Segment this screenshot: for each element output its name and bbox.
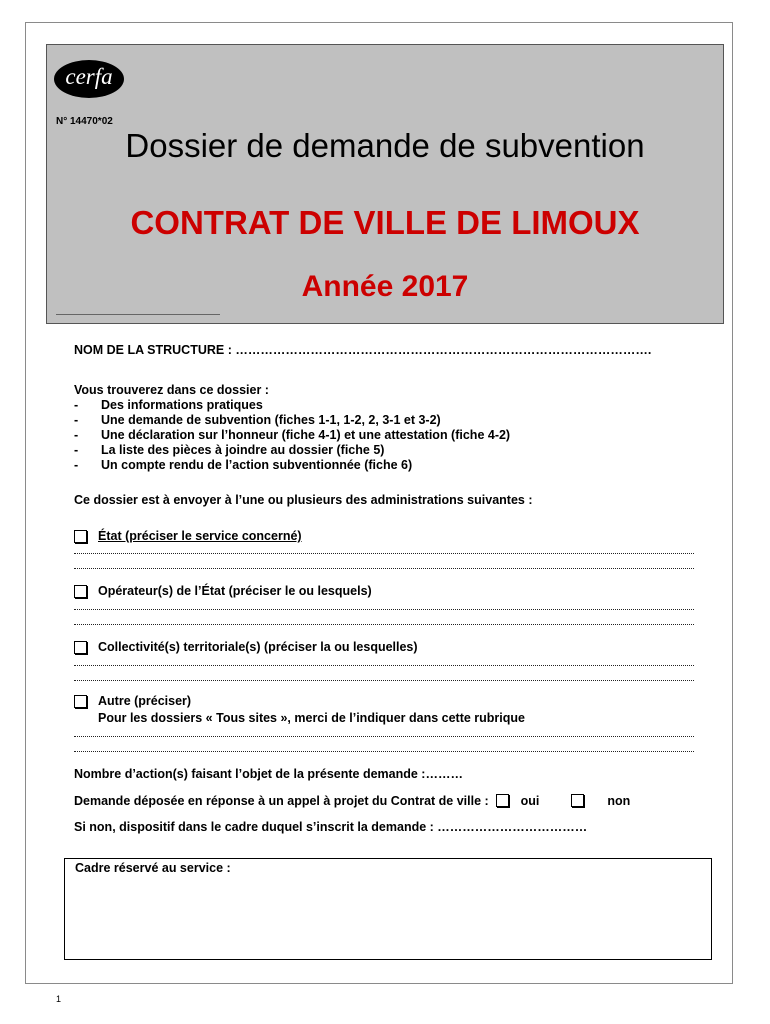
non-checkbox[interactable] bbox=[571, 794, 584, 807]
etat-line-1[interactable] bbox=[74, 553, 694, 554]
collectivite-checkbox[interactable] bbox=[74, 641, 87, 654]
non-label: non bbox=[607, 794, 631, 808]
document-title: Dossier de demande de subvention bbox=[125, 127, 645, 164]
autre-label: Autre (préciser) bbox=[98, 694, 192, 708]
etat-label: État (préciser le service concerné) bbox=[98, 529, 302, 543]
oui-checkbox[interactable] bbox=[496, 794, 509, 807]
admin-intro: Ce dossier est à envoyer à l’une ou plusieurs des administrations suivantes : bbox=[74, 493, 533, 507]
document-year: Année 2017 bbox=[301, 270, 469, 303]
operateur-line-1[interactable] bbox=[74, 609, 694, 610]
list-item: - Un compte rendu de l’action subventionnée (fiche 6) bbox=[74, 458, 413, 472]
dispositif-field[interactable]: Si non, dispositif dans le cadre duquel s’inscrit la demande : ……………………………… bbox=[74, 820, 588, 834]
document-subtitle: CONTRAT DE VILLE DE LIMOUX bbox=[130, 204, 640, 241]
list-item: - La liste des pièces à joindre au dossier (fiche 5) bbox=[74, 443, 385, 457]
structure-name-field[interactable] bbox=[74, 343, 651, 357]
appel-projet-question bbox=[74, 794, 630, 808]
operateur-checkbox[interactable] bbox=[74, 585, 87, 598]
autre-note: Pour les dossiers « Tous sites », merci de l’indiquer dans cette rubrique bbox=[98, 711, 525, 725]
etat-checkbox[interactable] bbox=[74, 530, 87, 543]
cerfa-logo-text: cerfa bbox=[65, 64, 113, 89]
cerfa-logo bbox=[54, 60, 124, 98]
page-number: 1 bbox=[56, 994, 62, 1004]
service-reserved-box bbox=[64, 858, 712, 960]
autre-line-2[interactable] bbox=[74, 751, 694, 752]
operateur-line-2[interactable] bbox=[74, 624, 694, 625]
structure-label: NOM DE LA STRUCTURE : bbox=[74, 343, 232, 357]
oui-label: oui bbox=[520, 794, 540, 808]
collectivite-line-2[interactable] bbox=[74, 680, 694, 681]
etat-line-2[interactable] bbox=[74, 568, 694, 569]
structure-fill: ………………………………………………………………………………………. bbox=[235, 343, 652, 357]
contents-intro: Vous trouverez dans ce dossier : bbox=[74, 383, 269, 397]
list-item: - Une demande de subvention (fiches 1-1, 1-2, 2, 3-1 et 3-2) bbox=[74, 413, 441, 427]
cerfa-number: N° 14470*02 bbox=[56, 116, 113, 127]
action-count-field[interactable]: Nombre d’action(s) faisant l’objet de la présente demande :……… bbox=[74, 767, 463, 781]
collectivite-line-1[interactable] bbox=[74, 665, 694, 666]
appel-projet-label: Demande déposée en réponse à un appel à projet du Contrat de ville : bbox=[74, 794, 489, 808]
autre-line-1[interactable] bbox=[74, 736, 694, 737]
list-item: - Des informations pratiques bbox=[74, 398, 263, 412]
service-reserved-label: Cadre réservé au service : bbox=[75, 861, 231, 875]
operateur-label: Opérateur(s) de l’État (préciser le ou lesquels) bbox=[98, 584, 372, 598]
autre-checkbox[interactable] bbox=[74, 695, 87, 708]
collectivite-label: Collectivité(s) territoriale(s) (préciser la ou lesquelles) bbox=[98, 640, 418, 654]
list-item: - Une déclaration sur l’honneur (fiche 4-1) et une attestation (fiche 4-2) bbox=[74, 428, 511, 442]
header-divider bbox=[56, 314, 220, 315]
